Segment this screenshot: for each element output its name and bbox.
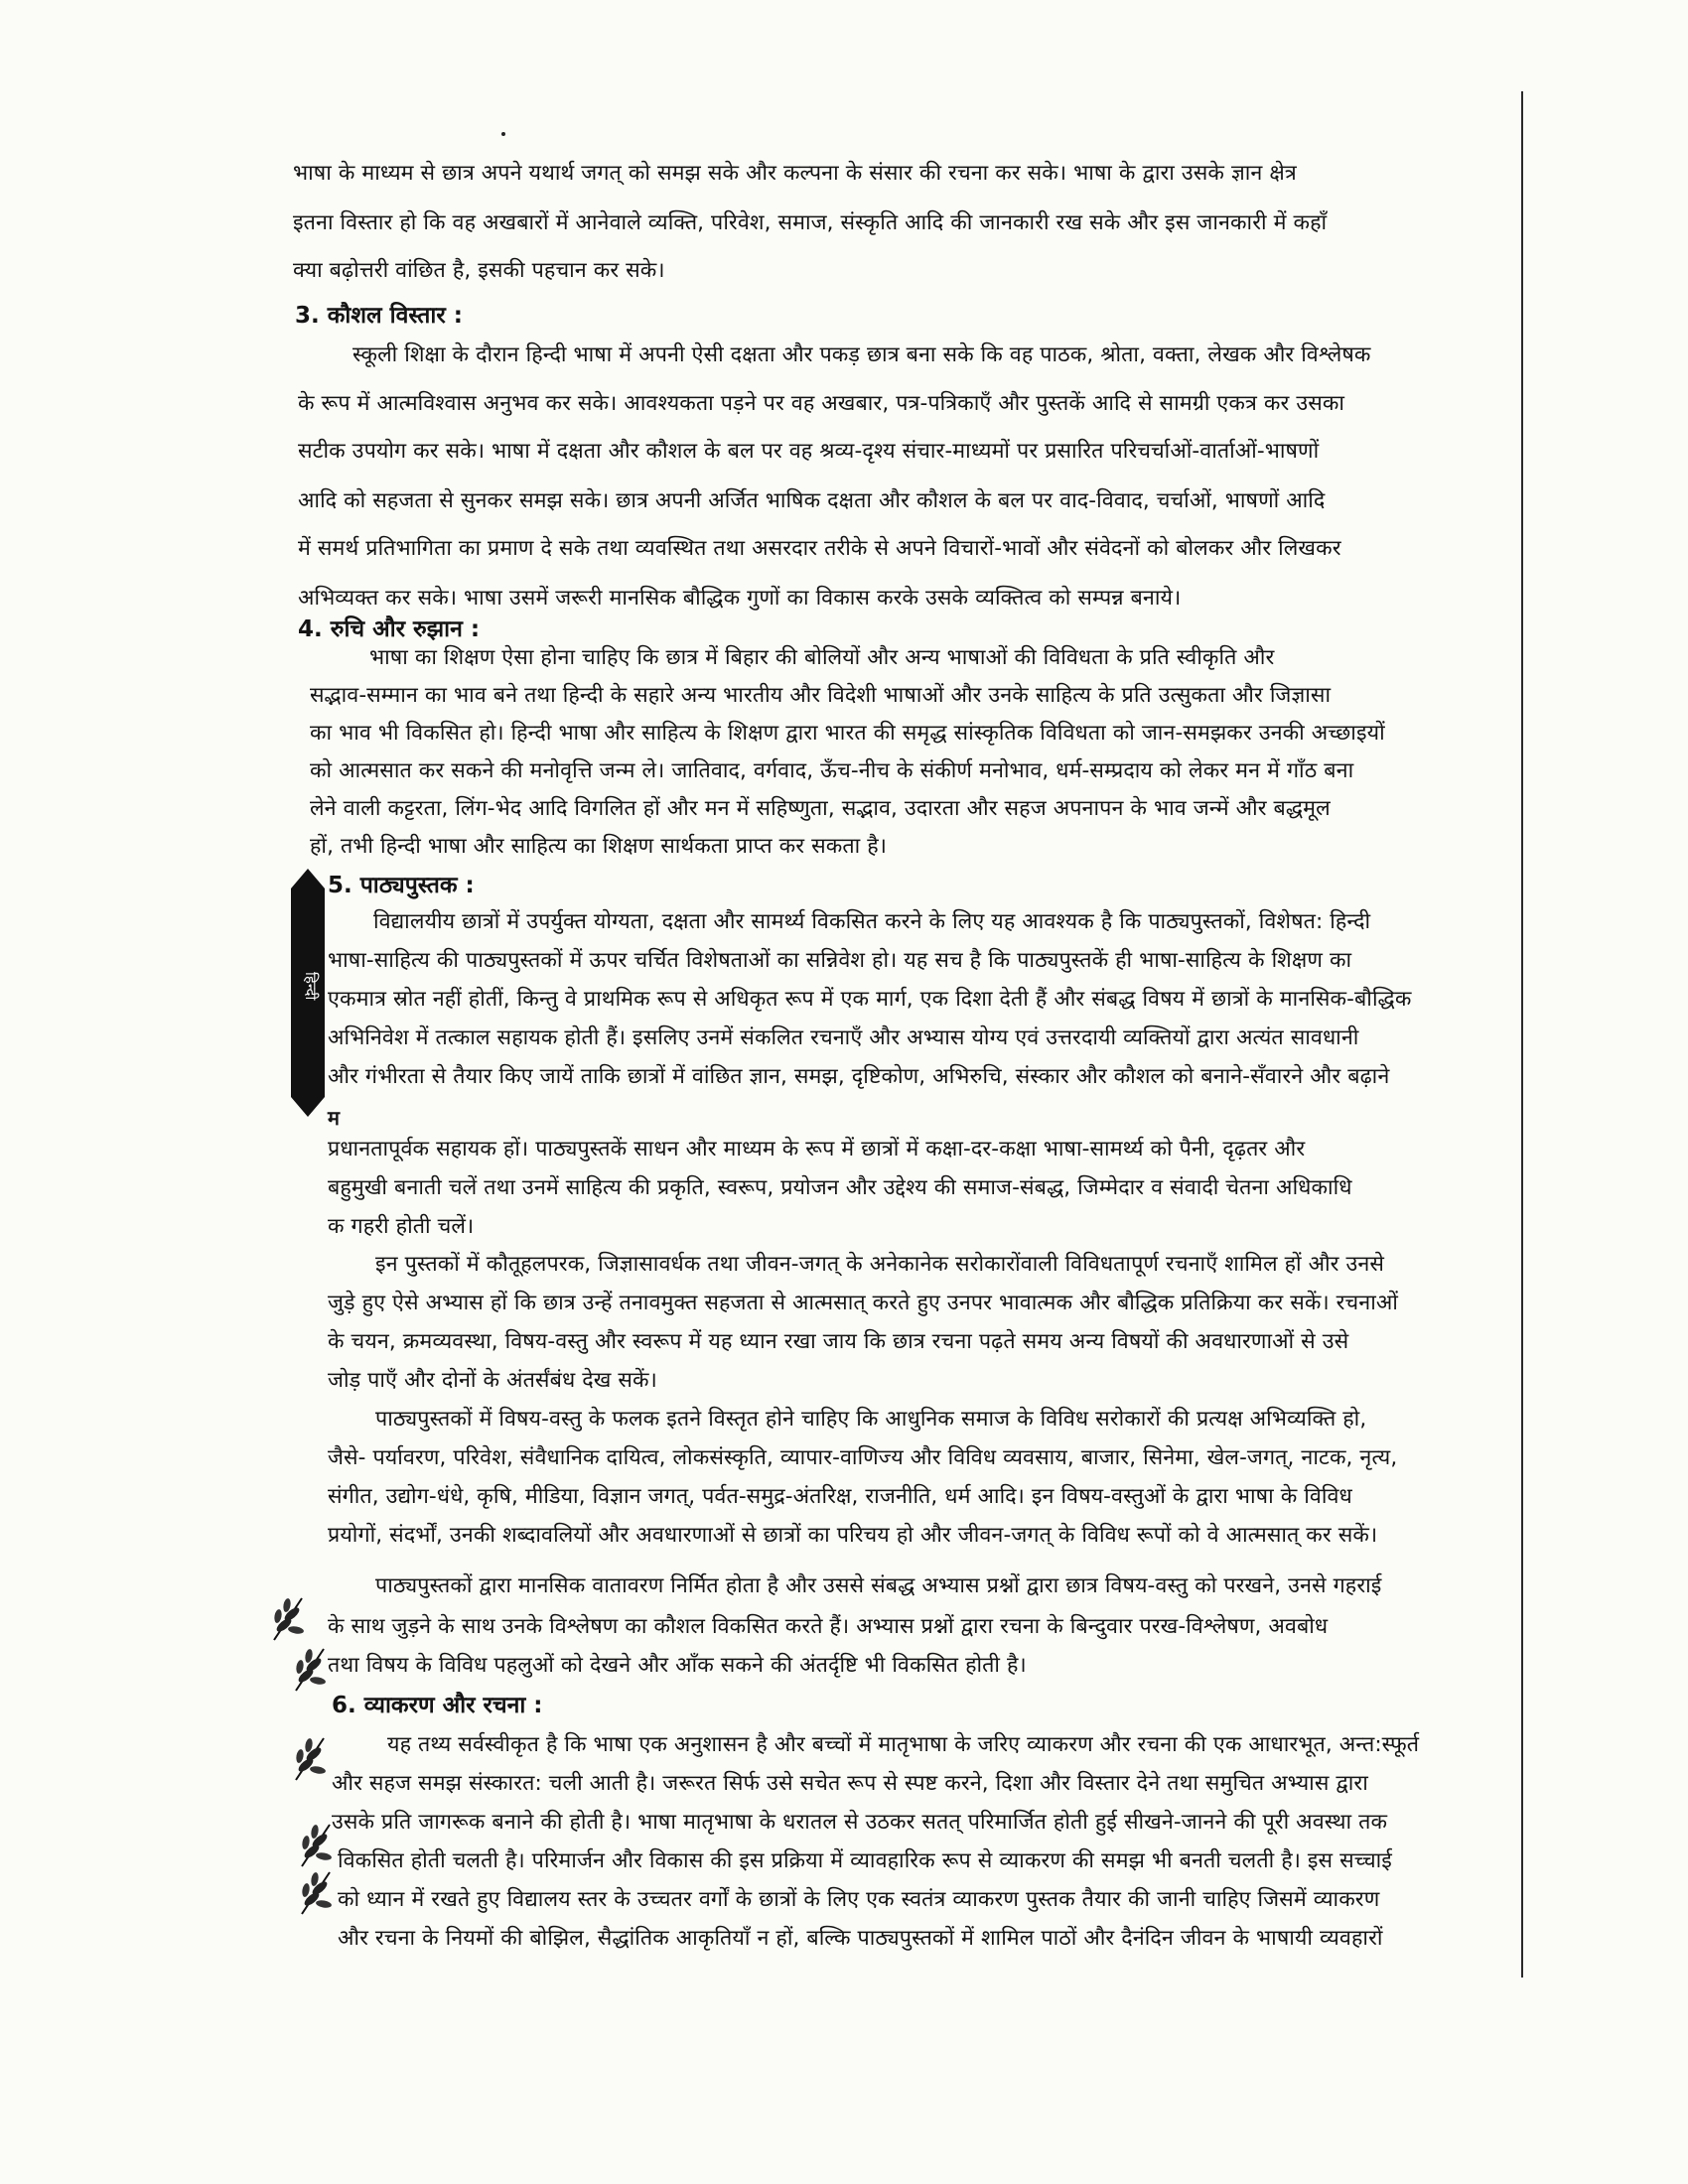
- scan-speck: [501, 132, 505, 136]
- paragraph-line: के रूप में आत्मविश्वास अनुभव कर सके। आवश्यकता पड़ने पर वह अखबार, पत्र-पत्रिकाएँ और पुस्तकें आदि से सामग्री एकत्र कर उसका: [298, 391, 1345, 416]
- paragraph-line: एकमात्र स्रोत नहीं होतीं, किन्तु वे प्राथमिक रूप से अधिकृत रूप में एक मार्ग, एक दिशा देती हैं और संबद्ध विषय में छात्रों के मानसिक-बौद्धिक: [328, 987, 1412, 1012]
- paragraph-line: क गहरी होती चलें।: [328, 1214, 475, 1239]
- paragraph-line: इन पुस्तकों में कौतूहलपरक, जिज्ञासावर्धक तथा जीवन-जगत् के अनेकानेक सरोकारोंवाली विविधतापूर्ण रचनाएँ शामिल हों और उनसे: [375, 1252, 1385, 1277]
- section-heading-grammar-composition: 6. व्याकरण और रचना :: [332, 1693, 543, 1718]
- paragraph-line: तथा विषय के विविध पहलुओं को देखने और आँक सकने की अंतर्दृष्टि भी विकसित होती है।: [328, 1653, 1027, 1678]
- paragraph-line: और गंभीरता से तैयार किए जायें ताकि छात्रों में वांछित ज्ञान, समझ, दृष्टिकोण, अभिरुचि, संस्कार और कौशल को बनाने-सँवारने और बढ़ाने: [328, 1064, 1390, 1089]
- paragraph-line: जुड़े हुए ऐसे अभ्यास हों कि छात्र उन्हें तनावमुक्त सहजता से आत्मसात् करते हुए उनपर भावात्मक और बौद्धिक प्रतिक्रिया कर सकें। रचनाओं: [328, 1291, 1398, 1315]
- paragraph-line: के साथ जुड़ने के साथ उनके विश्लेषण का कौशल विकसित करते हैं। अभ्यास प्रश्नों द्वारा रचना के बिन्दुवार परख-विश्लेषण, अवबोध: [328, 1614, 1329, 1639]
- paragraph-line: लेने वाली कट्टरता, लिंग-भेद आदि विगलित हों और मन में सहिष्णुता, सद्भाव, उदारता और सहज अपनापन के भाव जन्में और बद्धमूल: [310, 796, 1331, 821]
- section-heading-textbook: 5. पाठ्यपुस्तक :: [328, 873, 475, 898]
- paragraph-line: यह तथ्य सर्वस्वीकृत है कि भाषा एक अनुशासन है और बच्चों में मातृभाषा के जरिए व्याकरण और रचना की एक आधारभूत, अन्त:स्फूर्त: [387, 1732, 1420, 1757]
- paragraph-line: स्कूली शिक्षा के दौरान हिन्दी भाषा में अपनी ऐसी दक्षता और पकड़ छात्र बना सके कि वह पाठक, श्रोता, वक्ता, लेखक और विश्लेषक: [352, 342, 1371, 367]
- paragraph-line: पाठ्यपुस्तकों द्वारा मानसिक वातावरण निर्मित होता है और उससे संबद्ध अभ्यास प्रश्नों द्वारा छात्र विषय-वस्तु को परखने, उनसे गहराई: [375, 1573, 1382, 1598]
- section-heading-skill-expansion: 3. कौशल विस्तार :: [295, 303, 463, 329]
- paragraph-line: भाषा-साहित्य की पाठ्यपुस्तकों में ऊपर चर्चित विशेषताओं का सन्निवेश हो। यह सच है कि पाठ्यपुस्तकें ही भाषा-साहित्य के शिक्षण का: [328, 948, 1352, 973]
- paragraph-line: संगीत, उद्योग-धंधे, कृषि, मीडिया, विज्ञान जगत्, पर्वत-समुद्र-अंतरिक्ष, राजनीति, धर्म आदि। इन विषय-वस्तुओं के द्वारा भाषा के विविध: [328, 1484, 1352, 1509]
- paragraph-line: हों, तभी हिन्दी भाषा और साहित्य का शिक्षण सार्थकता प्राप्त कर सकता है।: [310, 834, 887, 859]
- paragraph-line: आदि को सहजता से सुनकर समझ सके। छात्र अपनी अर्जित भाषिक दक्षता और कौशल के बल पर वाद-विवाद, चर्चाओं, भाषणों आदि: [298, 488, 1326, 513]
- paragraph-line: के चयन, क्रमव्यवस्था, विषय-वस्तु और स्वरूप में यह ध्यान रखा जाय कि छात्र रचना पढ़ते समय अन्य विषयों की अवधारणाओं से उसे: [328, 1329, 1349, 1354]
- leaf-ornament-icon: [294, 1866, 338, 1918]
- leaf-ornament-icon: [288, 1732, 332, 1784]
- intro-line: भाषा के माध्यम से छात्र अपने यथार्थ जगत् को समझ सके और कल्पना के संसार की रचना कर सके। भाषा के द्वारा उसके ज्ञान क्षेत्र: [293, 161, 1297, 186]
- intro-line: क्या बढ़ोत्तरी वांछित है, इसकी पहचान कर सके।: [293, 258, 665, 283]
- leaf-ornament-icon: [266, 1592, 310, 1644]
- paragraph-line: प्रधानतापूर्वक सहायक हों। पाठ्यपुस्तकें साधन और माध्यम के रूप में छात्रों में कक्षा-दर-कक्षा भाषा-सामर्थ्य को पैनी, दृढ़तर और: [328, 1137, 1306, 1161]
- chapter-side-tab-label: हिन्दी: [302, 971, 320, 1001]
- margin-marker: म: [328, 1106, 340, 1130]
- intro-line: इतना विस्तार हो कि वह अखबारों में आनेवाले व्यक्ति, परिवेश, समाज, संस्कृति आदि की जानकारी रख सके और इस जानकारी में कहाँ: [293, 210, 1328, 235]
- paragraph-line: भाषा का शिक्षण ऐसा होना चाहिए कि छात्र में बिहार की बोलियों और अन्य भाषाओं की विविधता के प्रति स्वीकृति और: [369, 645, 1275, 670]
- paragraph-line: बहुमुखी बनाती चलें तथा उनमें साहित्य की प्रकृति, स्वरूप, प्रयोजन और उद्देश्य की समाज-संबद्ध, जिम्मेदार व संवादी चेतना अधिकाधि: [328, 1175, 1352, 1200]
- paragraph-line: में समर्थ प्रतिभागिता का प्रमाण दे सके तथा व्यवस्थित तथा असरदार तरीके से अपने विचारों-भावों और संवेदनों को बोलकर और लिखकर: [298, 536, 1341, 561]
- paragraph-line: जोड़ पाएँ और दोनों के अंतर्संबंध देख सकें।: [328, 1368, 657, 1393]
- leaf-ornament-icon: [288, 1643, 332, 1695]
- paragraph-line: को आत्मसात कर सकने की मनोवृत्ति जन्म ले। जातिवाद, वर्गवाद, ऊँच-नीच के संकीर्ण मनोभाव, धर्म-सम्प्रदाय को लेकर मन में गाँठ बना: [310, 758, 1354, 783]
- paragraph-line: विद्यालयीय छात्रों में उपर्युक्त योग्यता, दक्षता और सामर्थ्य विकसित करने के लिए यह आवश्यक है कि पाठ्यपुस्तकों, विशेषत: हिन्दी: [373, 909, 1371, 934]
- paragraph-line: जैसे- पर्यावरण, परिवेश, संवैधानिक दायित्व, लोकसंस्कृति, व्यापार-वाणिज्य और विविध व्यवसाय, बाजार, सिनेमा, खेल-जगत्, नाटक, नृत्य,: [328, 1445, 1398, 1470]
- paragraph-line: प्रयोगों, संदर्भों, उनकी शब्दावलियों और अवधारणाओं से छात्रों का परिचय हो और जीवन-जगत् के विविध रूपों को वे आत्मसात् कर सकें।: [328, 1523, 1378, 1548]
- page-edge-rule: [1521, 91, 1523, 1978]
- paragraph-line: और रचना के नियमों की बोझिल, सैद्धांतिक आकृतियाँ न हों, बल्कि पाठ्यपुस्तकों में शामिल पाठों और दैनंदिन जीवन के भाषायी व्यवहारों: [338, 1926, 1383, 1951]
- paragraph-line: सटीक उपयोग कर सके। भाषा में दक्षता और कौशल के बल पर वह श्रव्य-दृश्य संचार-माध्यमों पर प्रसारित परिचर्चाओं-वार्ताओं-भाषणों: [298, 439, 1320, 464]
- paragraph-line: को ध्यान में रखते हुए विद्यालय स्तर के उच्चतर वर्गों के छात्रों के लिए एक स्वतंत्र व्याकरण पुस्तक तैयार की जानी चाहिए जिसमें व्याकरण: [338, 1887, 1380, 1912]
- paragraph-line: पाठ्यपुस्तकों में विषय-वस्तु के फलक इतने विस्तृत होने चाहिए कि आधुनिक समाज के विविध सरोकारों की प्रत्यक्ष अभिव्यक्ति हो,: [375, 1407, 1367, 1432]
- paragraph-line: का भाव भी विकसित हो। हिन्दी भाषा और साहित्य के शिक्षण द्वारा भारत की समृद्ध सांस्कृतिक विविधता को जान-समझकर उनकी अच्छाइयों: [310, 721, 1385, 746]
- paragraph-line: अभिव्यक्त कर सके। भाषा उसमें जरूरी मानसिक बौद्धिक गुणों का विकास करके उसके व्यक्तित्व को सम्पन्न बनाये।: [298, 586, 1182, 611]
- paragraph-line: विकसित होती चलती है। परिमार्जन और विकास की इस प्रक्रिया में व्यावहारिक रूप से व्याकरण की समझ भी बनती चलती है। इस सच्चाई: [338, 1848, 1392, 1873]
- paragraph-line: सद्भाव-सम्मान का भाव बने तथा हिन्दी के सहारे अन्य भारतीय और विदेशी भाषाओं और उनके साहित्य के प्रति उत्सुकता और जिज्ञासा: [310, 683, 1332, 708]
- paragraph-line: उसके प्रति जागरूक बनाने की होती है। भाषा मातृभाषा के धरातल से उठकर सतत् परिमार्जित होती हुई सीखने-जानने की पूरी अवस्था तक: [332, 1810, 1388, 1835]
- paragraph-line: और सहज समझ संस्कारत: चली आती है। जरूरत सिर्फ उसे सचेत रूप से स्पष्ट करने, दिशा और विस्तार देने तथा समुचित अभ्यास द्वारा: [332, 1771, 1368, 1796]
- section-heading-interest-inclination: 4. रुचि और रुझान :: [298, 616, 481, 642]
- paragraph-line: अभिनिवेश में तत्काल सहायक होती हैं। इसलिए उनमें संकलित रचनाएँ और अभ्यास योग्य एवं उत्तरदायी व्यक्तियों द्वारा अत्यंत सावधानी: [328, 1025, 1359, 1050]
